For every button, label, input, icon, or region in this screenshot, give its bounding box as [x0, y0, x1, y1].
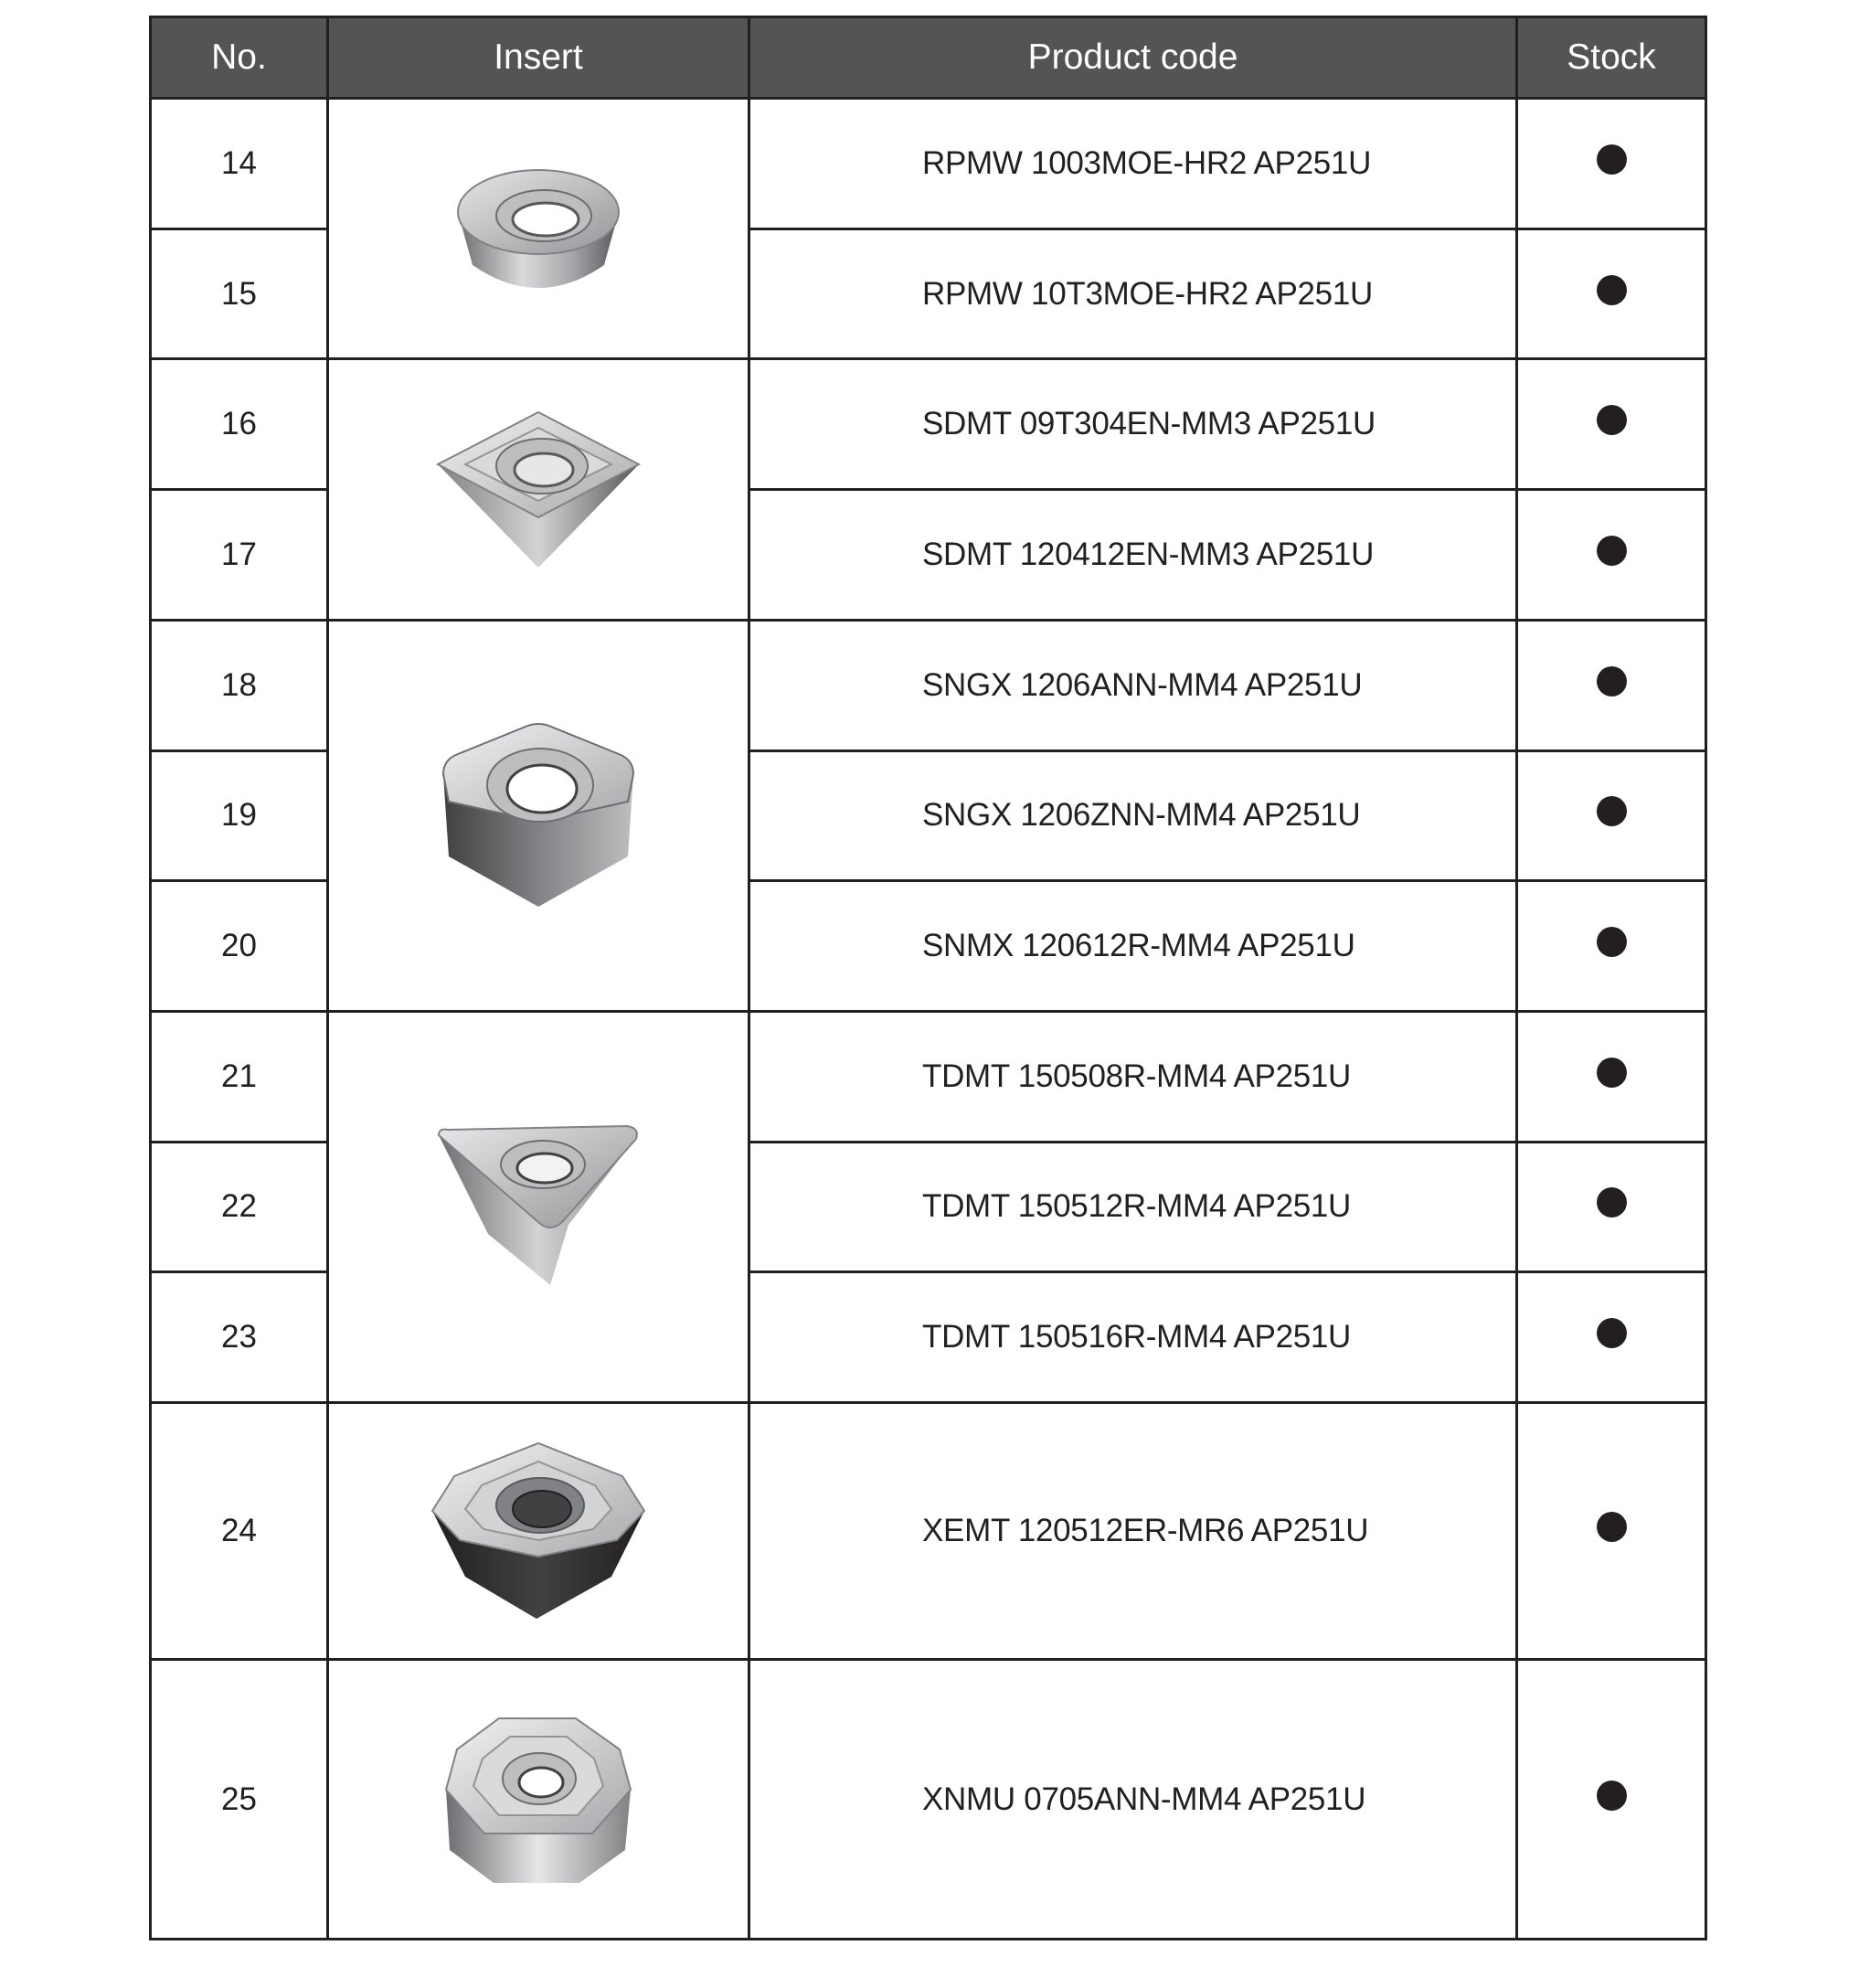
stock-cell	[1517, 490, 1706, 621]
heptagonal-xnmu-insert-icon	[442, 1713, 634, 1887]
table-row	[151, 1660, 1706, 1940]
stock-dot-icon	[1597, 536, 1627, 566]
triangle-insert-icon	[433, 1124, 643, 1289]
stock-dot-icon	[1597, 796, 1627, 826]
stock-cell	[1517, 1660, 1706, 1940]
insert-image-cell	[328, 1011, 749, 1402]
header-no: No.	[151, 17, 328, 99]
stock-dot-icon	[1597, 1058, 1627, 1088]
product-code: TDMT 150508R-MM4 AP251U	[749, 1011, 1517, 1142]
stock-cell	[1517, 229, 1706, 359]
product-code: SNGX 1206ANN-MM4 AP251U	[749, 620, 1517, 750]
stock-cell	[1517, 881, 1706, 1012]
product-code: TDMT 150516R-MM4 AP251U	[749, 1272, 1517, 1403]
stock-cell	[1517, 620, 1706, 750]
square-sdmt-insert-icon	[429, 408, 648, 572]
product-code: SNMX 120612R-MM4 AP251U	[749, 881, 1517, 1012]
header-row	[151, 17, 1706, 99]
insert-image-cell	[328, 99, 749, 359]
product-table	[149, 16, 1707, 1940]
product-code: RPMW 1003MOE-HR2 AP251U	[749, 99, 1517, 229]
stock-dot-icon	[1597, 927, 1627, 957]
stock-cell	[1517, 1142, 1706, 1272]
row-number: 20	[151, 881, 328, 1012]
table-row	[151, 1011, 1706, 1142]
header-stock: Stock	[1517, 17, 1706, 99]
round-insert-icon	[447, 155, 630, 302]
table-row	[151, 620, 1706, 750]
row-number: 22	[151, 1142, 328, 1272]
product-code: XEMT 120512ER-MR6 AP251U	[749, 1403, 1517, 1660]
stock-dot-icon	[1597, 1187, 1627, 1217]
stock-dot-icon	[1597, 275, 1627, 305]
insert-image-cell	[328, 359, 749, 620]
row-number: 17	[151, 490, 328, 621]
insert-image-cell	[328, 620, 749, 1011]
row-number: 21	[151, 1011, 328, 1142]
product-code: SNGX 1206ZNN-MM4 AP251U	[749, 750, 1517, 881]
stock-cell	[1517, 1272, 1706, 1403]
row-number: 24	[151, 1403, 328, 1660]
row-number: 19	[151, 750, 328, 881]
table-row	[151, 1403, 1706, 1660]
product-code: TDMT 150512R-MM4 AP251U	[749, 1142, 1517, 1272]
stock-cell	[1517, 1403, 1706, 1660]
stock-cell	[1517, 99, 1706, 229]
insert-image-cell	[328, 1660, 749, 1940]
row-number: 23	[151, 1272, 328, 1403]
header-product-code: Product code	[749, 17, 1517, 99]
row-number: 25	[151, 1660, 328, 1940]
product-code: XNMU 0705ANN-MM4 AP251U	[749, 1660, 1517, 1940]
stock-dot-icon	[1597, 666, 1627, 696]
product-code: RPMW 10T3MOE-HR2 AP251U	[749, 229, 1517, 359]
product-code: SDMT 09T304EN-MM3 AP251U	[749, 359, 1517, 490]
stock-dot-icon	[1597, 1781, 1627, 1811]
octagonal-xemt-insert-icon	[429, 1440, 648, 1622]
row-number: 14	[151, 99, 328, 229]
row-number: 16	[151, 359, 328, 490]
stock-dot-icon	[1597, 144, 1627, 175]
stock-dot-icon	[1597, 1512, 1627, 1542]
row-number: 18	[151, 620, 328, 750]
row-number: 15	[151, 229, 328, 359]
product-code: SDMT 120412EN-MM3 AP251U	[749, 490, 1517, 621]
stock-dot-icon	[1597, 405, 1627, 435]
header-insert: Insert	[328, 17, 749, 99]
table-row	[151, 99, 1706, 229]
stock-cell	[1517, 359, 1706, 490]
stock-cell	[1517, 1011, 1706, 1142]
table-row	[151, 359, 1706, 490]
stock-dot-icon	[1597, 1318, 1627, 1348]
square-sngx-insert-icon	[438, 719, 639, 911]
insert-image-cell	[328, 1403, 749, 1660]
stock-cell	[1517, 750, 1706, 881]
